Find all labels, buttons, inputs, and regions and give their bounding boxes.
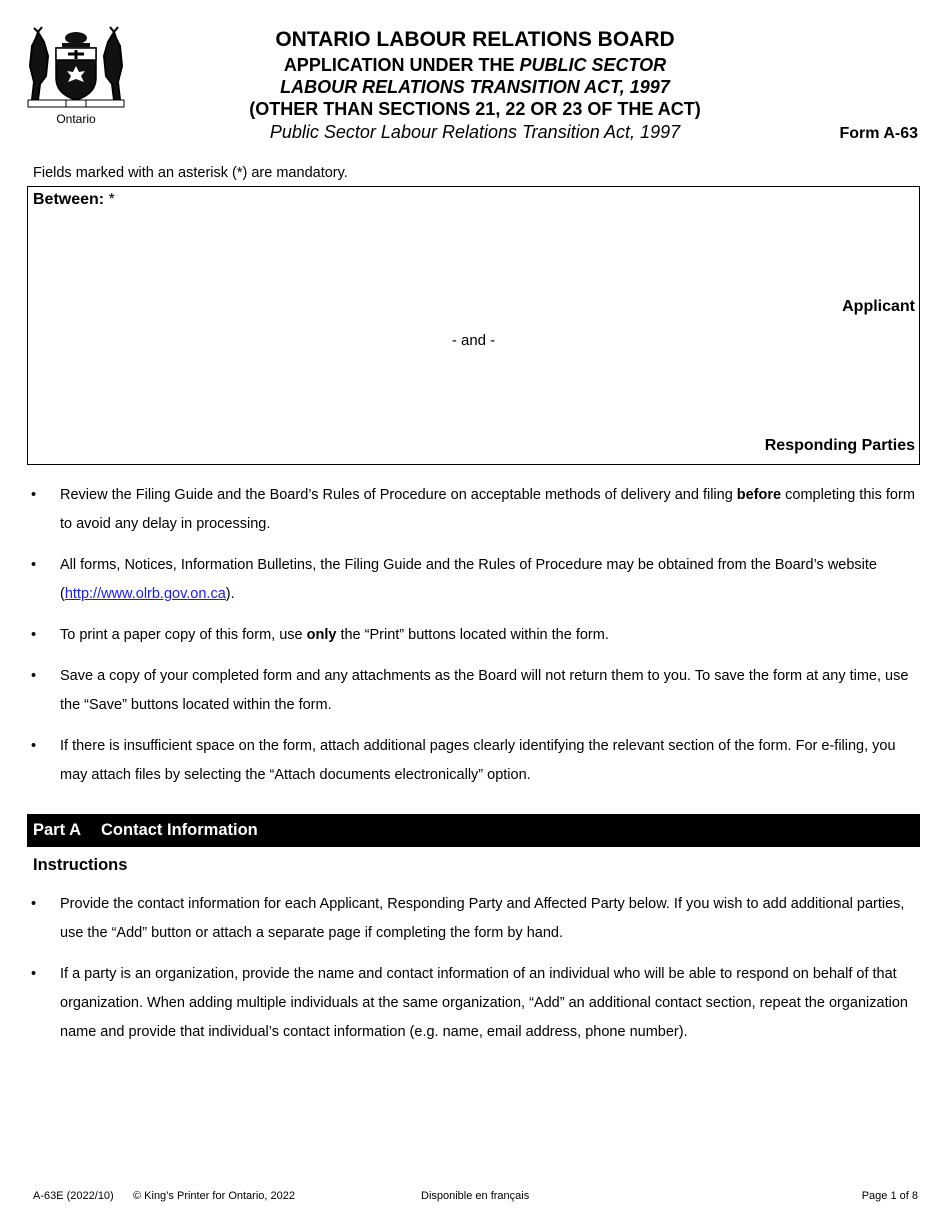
footer-french-link[interactable]: Disponible en français — [421, 1190, 530, 1202]
footer-page-number: Page 1 of 8 — [861, 1190, 918, 1202]
note-text: completing this form to avoid any delay in processing. — [60, 487, 915, 532]
form-number: Form A-63 — [839, 125, 918, 142]
note-text: To print a paper copy of this form, use — [60, 627, 307, 643]
part-title: Contact Information — [101, 821, 258, 839]
between-label — [33, 191, 115, 209]
between-label-text: Between: — [33, 191, 105, 208]
part-label: Part A — [33, 821, 81, 839]
general-notes — [27, 481, 920, 802]
required-asterisk: * — [104, 191, 115, 208]
footer-form-code: A-63E (2022/10) — [33, 1190, 114, 1202]
logo-caption: Ontario — [56, 112, 96, 126]
note-item — [27, 621, 920, 650]
instructions-heading: Instructions — [33, 856, 128, 874]
note-item — [27, 481, 920, 539]
note-text: Review the Filing Guide and the Board’s Rules of Procedure on acceptable methods of delivery and filing — [60, 487, 737, 503]
note-bold: before — [736, 487, 782, 503]
olrb-website-link[interactable]: http://www.olrb.gov.on.ca — [64, 586, 226, 602]
note-bold: only — [306, 627, 337, 643]
between-section — [27, 186, 920, 465]
title-line-2-italic: LABOUR RELATIONS TRANSITION ACT, 1997 — [280, 77, 670, 97]
note-text: ). — [225, 586, 235, 602]
and-separator: - and - — [451, 332, 496, 349]
applicant-label: Applicant — [842, 298, 915, 315]
ontario-coat-of-arms-icon — [26, 26, 126, 110]
instruction-item: • If a party is an organization, provide the name and contact information of an individual who will be able to respond on behalf of that organization. When adding multiple individuals at the same organization, “Add” an additional contact section, repeat the organization name and provide that individual’s contact information (e.g. name, email address, phone number). — [27, 960, 920, 1047]
footer-copyright: © King’s Printer for Ontario, 2022 — [133, 1190, 295, 1202]
note-text: the “Print” buttons located within the form. — [336, 627, 609, 643]
note-item: • If there is insufficient space on the form, attach additional pages clearly identifying the relevant section of the form. For e-filing, you may attach files by selecting the “Attach documents electronically” option. — [27, 732, 920, 790]
title-line-1-plain: APPLICATION UNDER THE — [283, 55, 520, 75]
title-line-1 — [200, 54, 750, 76]
mandatory-note: Fields marked with an asterisk (*) are mandatory. — [33, 165, 348, 181]
title-line-1-italic: PUBLIC SECTOR — [519, 55, 667, 75]
instruction-item: • Provide the contact information for each Applicant, Responding Party and Affected Party below. If you wish to add additional parties, use the “Add” button or attach a separate page if completing the form by hand. — [27, 890, 920, 948]
board-name: ONTARIO LABOUR RELATIONS BOARD — [275, 28, 675, 51]
title-line-3: (OTHER THAN SECTIONS 21, 22 OR 23 OF THE ACT) — [249, 99, 701, 119]
part-a-instructions — [27, 890, 920, 1059]
form-header — [200, 26, 750, 144]
responding-parties-label: Responding Parties — [764, 437, 915, 454]
note-item: • Save a copy of your completed form and any attachments as the Board will not return them to you. To save the form at any time, use the “Save” buttons located within the form. — [27, 662, 920, 720]
note-item — [27, 551, 920, 609]
note-text: All forms, Notices, Information Bulletins, the Filing Guide and the Rules of Procedure may be obtained from the Board’s website ( — [60, 557, 877, 602]
title-line-2 — [200, 76, 750, 98]
act-subtitle: Public Sector Labour Relations Transition Act, 1997 — [269, 122, 681, 142]
part-a-header — [27, 814, 920, 847]
ontario-logo — [26, 26, 126, 130]
